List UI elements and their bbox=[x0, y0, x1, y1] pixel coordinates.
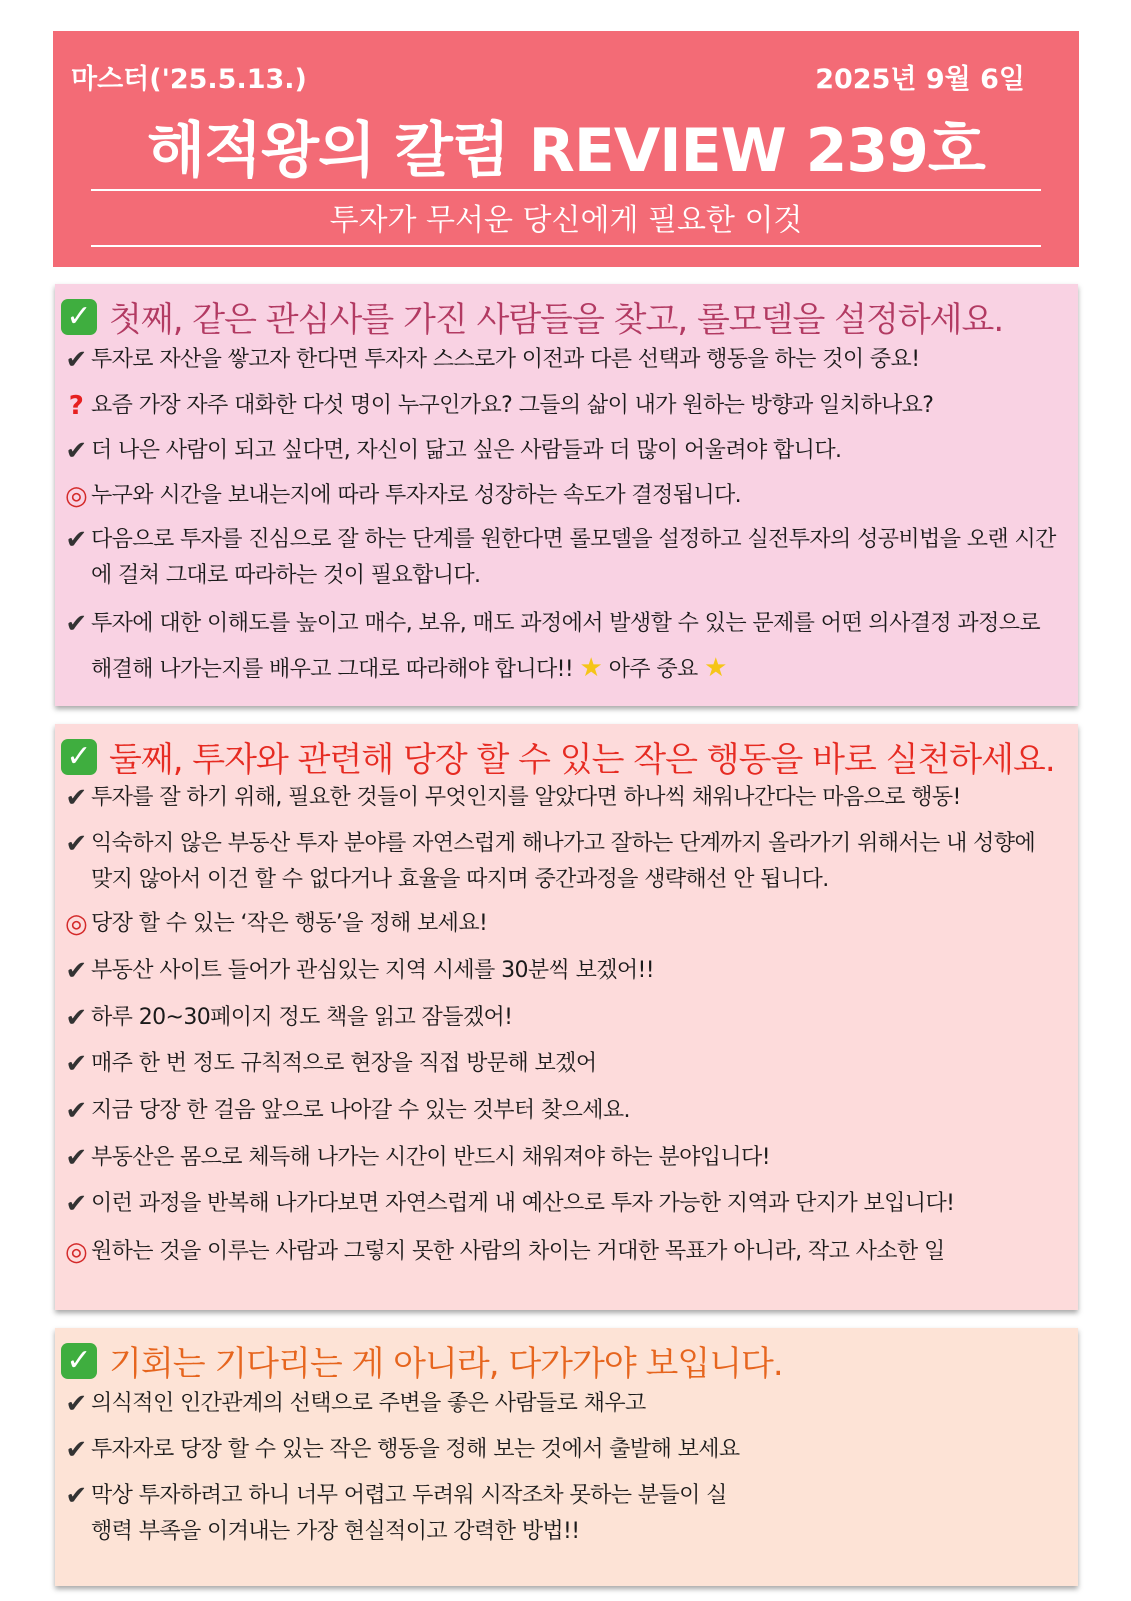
item-text: 부동산 사이트 들어가 관심있는 지역 시세를 30분씩 보겠어!! bbox=[91, 958, 654, 983]
check-mark-icon: ✔ bbox=[65, 829, 87, 859]
list-item bbox=[61, 953, 1071, 989]
page-title: 해적왕의 칼럼 REVIEW 239호 bbox=[147, 116, 985, 186]
item-text: 매주 한 번 정도 규칙적으로 현장을 직접 방문해 보겠어 bbox=[91, 1051, 597, 1076]
item-text: 투자자로 당장 할 수 있는 작은 행동을 정해 보는 것에서 출발해 보세요 bbox=[91, 1437, 740, 1462]
list-item bbox=[61, 1186, 1073, 1222]
target-dart-icon: ◎ bbox=[64, 481, 88, 511]
check-mark-icon: ✔ bbox=[65, 609, 87, 639]
question-mark-icon: ? bbox=[68, 391, 84, 421]
list-item bbox=[61, 388, 1071, 424]
list-item bbox=[61, 1386, 1071, 1422]
check-mark-icon: ✔ bbox=[65, 1189, 87, 1219]
target-dart-icon: ◎ bbox=[64, 909, 88, 939]
item-text: 투자에 대한 이해도를 높이고 매수, 보유, 매도 과정에서 발생할 수 있는 문제를 어떤 의사결정 과정으로 해결해 나가는지를 배우고 그대로 따라해야 합니다!! bbox=[91, 611, 1041, 682]
title-divider-top bbox=[91, 189, 1041, 191]
emphasis-text: 아주 중요 bbox=[608, 657, 698, 682]
star-icon: ★ bbox=[579, 653, 603, 683]
item-text: 당장 할 수 있는 ‘작은 행동’을 정해 보세요! bbox=[91, 911, 488, 936]
title-divider-bottom bbox=[91, 245, 1041, 247]
check-mark-icon: ✔ bbox=[65, 1096, 87, 1126]
section-title: 첫째, 같은 관심사를 가진 사람들을 찾고, 롤모델을 설정하세요. bbox=[109, 300, 1004, 340]
item-text: 투자를 잘 하기 위해, 필요한 것들이 무엇인지를 알았다면 하나씩 채워나간다는 마음으로 행동! bbox=[91, 785, 961, 810]
section-heading bbox=[61, 292, 1003, 341]
master-label: 마스터('25.5.13.) bbox=[71, 64, 307, 95]
list-item bbox=[61, 1046, 1071, 1082]
item-text: 막상 투자하려고 하니 너무 어렵고 두려워 시작조차 못하는 분들이 실행력 부족을 이겨내는 가장 현실적이고 강력한 방법!! bbox=[91, 1483, 727, 1544]
item-text: 하루 20~30페이지 정도 책을 읽고 잠들겠어! bbox=[91, 1005, 513, 1030]
item-text: 투자로 자산을 쌓고자 한다면 투자자 스스로가 이전과 다른 선택과 행동을 하는 것이 중요! bbox=[91, 347, 920, 372]
check-mark-icon: ✔ bbox=[65, 956, 87, 986]
target-dart-icon: ◎ bbox=[64, 1237, 88, 1267]
item-text: 요즘 가장 자주 대화한 다섯 명이 누구인가요? 그들의 삶이 내가 원하는 방향과 일치하나요? bbox=[91, 393, 934, 418]
section-second bbox=[55, 724, 1078, 1310]
section-heading bbox=[61, 1336, 783, 1385]
check-mark-icon: ✔ bbox=[65, 436, 87, 466]
page-subtitle: 투자가 무서운 당신에게 필요한 이것 bbox=[329, 203, 803, 238]
check-mark-icon: ✔ bbox=[65, 1003, 87, 1033]
list-item bbox=[61, 522, 1061, 594]
check-box-icon: ✓ bbox=[61, 739, 97, 775]
item-text: 부동산은 몸으로 체득해 나가는 시간이 반드시 채워져야 하는 분야입니다! bbox=[91, 1145, 770, 1170]
section-heading bbox=[61, 732, 1055, 781]
list-item bbox=[61, 1478, 741, 1550]
item-text: 지금 당장 한 걸음 앞으로 나아갈 수 있는 것부터 찾으세요. bbox=[91, 1098, 630, 1123]
list-item bbox=[61, 602, 1041, 692]
list-item bbox=[61, 342, 1071, 378]
item-text: 의식적인 인간관계의 선택으로 주변을 좋은 사람들로 채우고 bbox=[91, 1391, 646, 1416]
section-first bbox=[55, 284, 1078, 706]
list-item bbox=[61, 1432, 1071, 1468]
list-item bbox=[61, 906, 1071, 942]
check-mark-icon: ✔ bbox=[65, 525, 87, 555]
list-item bbox=[61, 1000, 1071, 1036]
list-item bbox=[61, 1140, 1071, 1176]
check-mark-icon: ✔ bbox=[65, 783, 87, 813]
item-text: 원하는 것을 이루는 사람과 그렇지 못한 사람의 차이는 거대한 목표가 아니라, 작고 사소한 일 bbox=[91, 1239, 945, 1264]
list-item bbox=[61, 780, 1073, 816]
item-text: 이런 과정을 반복해 나가다보면 자연스럽게 내 예산으로 투자 가능한 지역과 단지가 보입니다! bbox=[91, 1191, 955, 1216]
check-mark-icon: ✔ bbox=[65, 1143, 87, 1173]
item-text: 누구와 시간을 보내는지에 따라 투자자로 성장하는 속도가 결정됩니다. bbox=[91, 483, 742, 508]
section-third bbox=[55, 1328, 1078, 1586]
list-item bbox=[61, 433, 1071, 469]
check-mark-icon: ✔ bbox=[65, 1389, 87, 1419]
section-title: 기회는 기다리는 게 아니라, 다가가야 보입니다. bbox=[109, 1344, 783, 1384]
section-title: 둘째, 투자와 관련해 당장 할 수 있는 작은 행동을 바로 실천하세요. bbox=[109, 740, 1055, 780]
list-item bbox=[61, 826, 1046, 898]
item-text: 다음으로 투자를 진심으로 잘 하는 단계를 원한다면 롤모델을 설정하고 실전투자의 성공비법을 오랜 시간에 걸쳐 그대로 따라하는 것이 필요합니다. bbox=[91, 527, 1056, 588]
item-text: 더 나은 사람이 되고 싶다면, 자신이 닮고 싶은 사람들과 더 많이 어울려야 합니다. bbox=[91, 438, 842, 463]
check-mark-icon: ✔ bbox=[65, 345, 87, 375]
check-mark-icon: ✔ bbox=[65, 1435, 87, 1465]
item-text: 익숙하지 않은 부동산 투자 분야를 자연스럽게 해나가고 잘하는 단계까지 올라가기 위해서는 내 성향에 맞지 않아서 이건 할 수 없다거나 효율을 따지며 중간과정을 생략해선 안 됩니다. bbox=[91, 831, 1036, 892]
check-mark-icon: ✔ bbox=[65, 1481, 87, 1511]
list-item bbox=[61, 1234, 1073, 1270]
list-item bbox=[61, 478, 1071, 514]
list-item bbox=[61, 1093, 1071, 1129]
check-box-icon: ✓ bbox=[61, 299, 97, 335]
star-icon: ★ bbox=[704, 653, 727, 683]
check-box-icon: ✓ bbox=[61, 1343, 97, 1379]
date-label: 2025년 9월 6일 bbox=[815, 64, 1025, 95]
check-mark-icon: ✔ bbox=[65, 1049, 87, 1079]
item-text-wrap bbox=[91, 602, 1041, 692]
header-banner bbox=[53, 31, 1079, 267]
